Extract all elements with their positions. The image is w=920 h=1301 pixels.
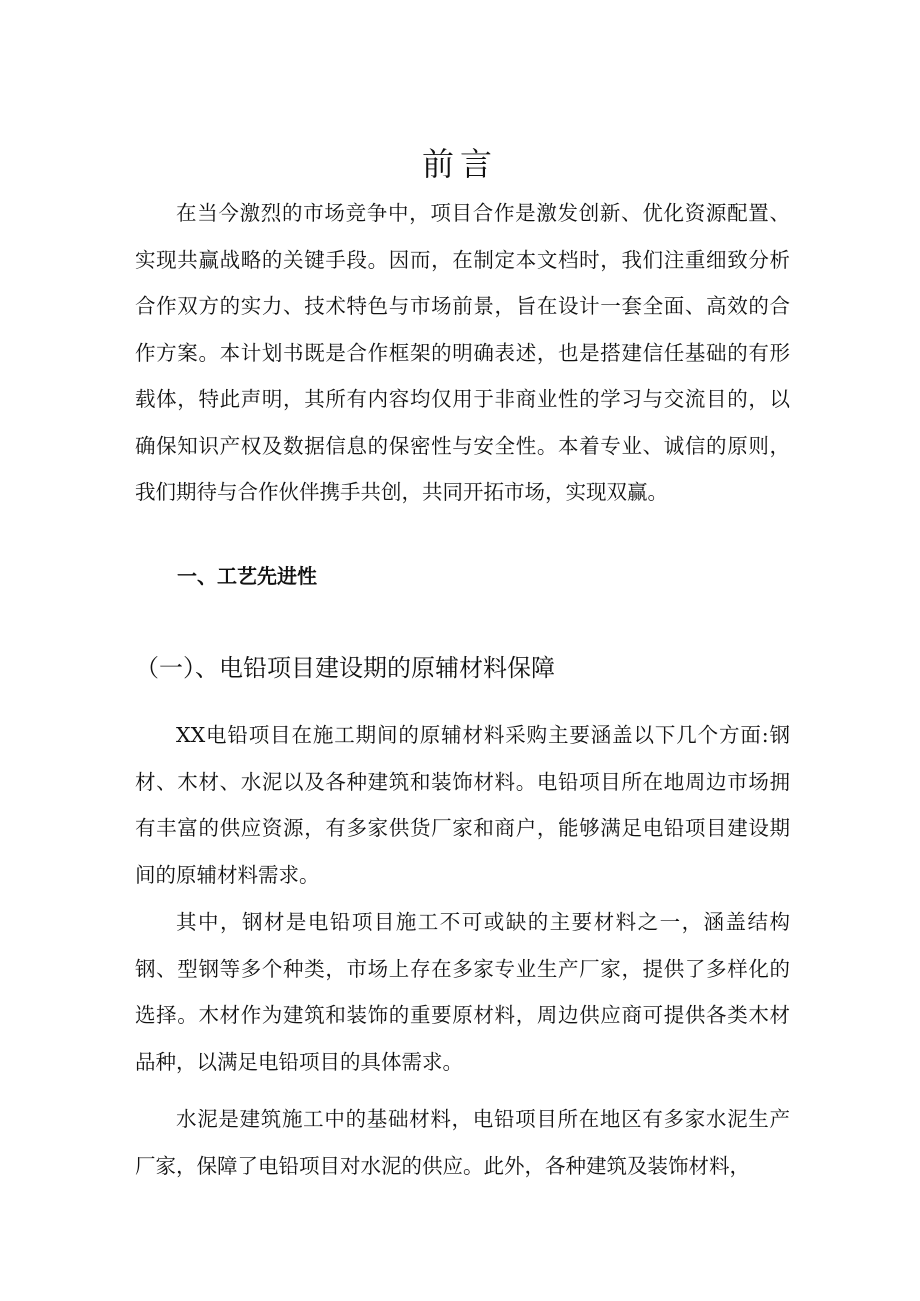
page-title: 前言 (421, 145, 498, 184)
intro-paragraph: 在当今激烈的市场竞争中，项目合作是激发创新、优化资源配置、实现共赢战略的关键手段。因而，在制定本文档时，我们注重细致分析合作双方的实力、技术特色与市场前景，旨在设计一套全面、高效的合作方案。本计划书既是合作框架的明确表述，也是搭建信任基础的有形载体，特此声明，其所有内容均仅用于非商业性的学习与交流目的，以确保知识产权及数据信息的保密性与安全性。本着专业、诚信的原则，我们期待与合作伙伴携手共创，共同开拓市场，实现双赢。 (135, 201, 790, 504)
body-paragraph-2: 其中，钢材是电铅项目施工不可或缺的主要材料之一，涵盖结构钢、型钢等多个种类，市场上存在多家专业生产厂家，提供了多样化的选择。木材作为建筑和装饰的重要原材料，周边供应商可提供各类木材品种，以满足电铅项目的具体需求。 (135, 910, 790, 1074)
section-heading: 一、工艺先进性 (177, 564, 317, 588)
body-paragraph-1: XX电铅项目在施工期间的原辅材料采购主要涵盖以下几个方面:钢材、木材、水泥以及各种建筑和装饰材料。电铅项目所在地周边市场拥有丰富的供应资源，有多家供货厂家和商户，能够满足电铅项目建设期间的原辅材料需求。 (135, 723, 790, 887)
body-paragraph-3: 水泥是建筑施工中的基础材料，电铅项目所在地区有多家水泥生产厂家，保障了电铅项目对水泥的供应。此外，各种建筑及装饰材料， (135, 1107, 790, 1178)
subsection-heading: （一）、电铅项目建设期的原辅材料保障 (135, 654, 555, 682)
